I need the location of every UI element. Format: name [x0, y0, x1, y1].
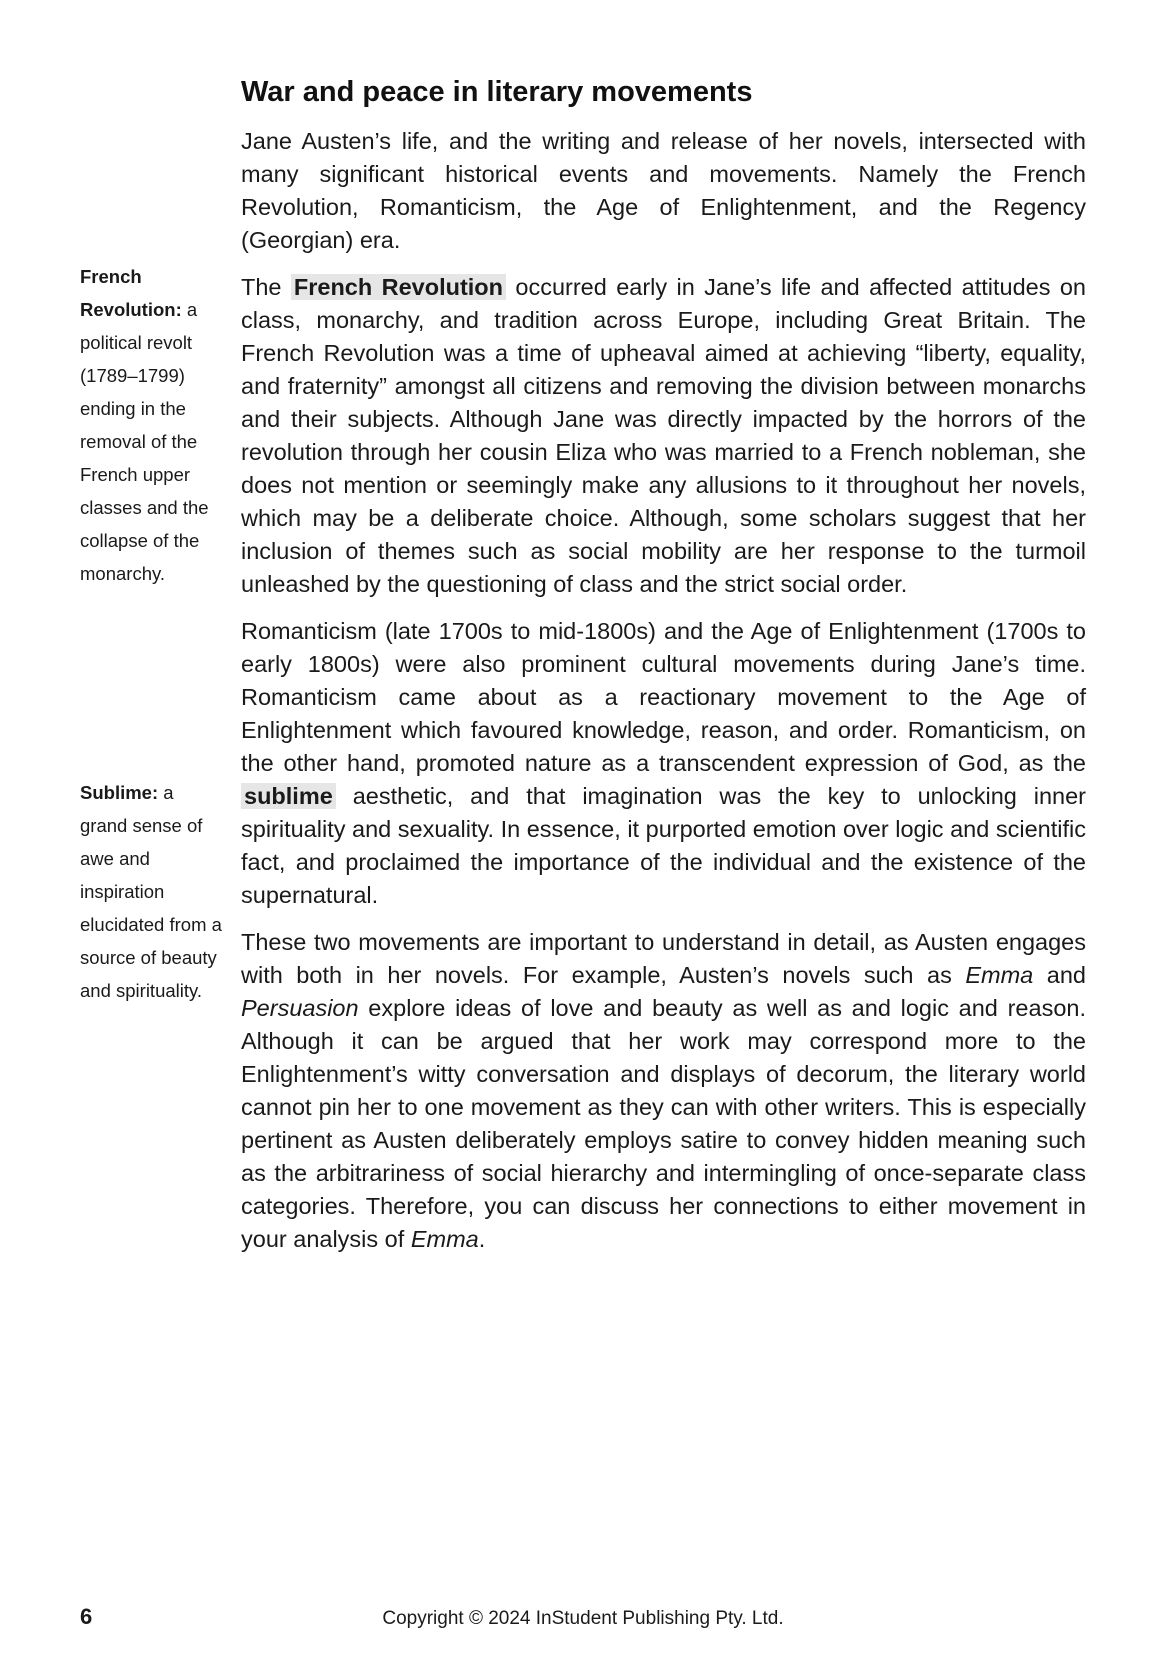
text-run: Romanticism (late 1700s to mid-1800s) and the Age of Enlightenment (1700s to early 1800s) were also prominent cultural movements during Jane’s time. Romanticism came about as a reactionary movement to the Age of Enlightenment which favoured knowledge, reason, and order. Romanticism, on the other hand, promoted nature as a transcendent expression of God, as the: [241, 618, 1086, 776]
page-number: 6: [80, 1604, 93, 1629]
sidebar-definition-french-revolution: [80, 260, 222, 590]
definition-text: a political revolt (1789–1799) ending in the removal of the French upper classes and the collapse of the monarchy.: [80, 299, 209, 584]
text-run: and: [1033, 962, 1086, 988]
definition-term: Sublime:: [80, 782, 159, 803]
text-run: .: [478, 1226, 486, 1252]
definition-term: French Revolution:: [80, 266, 182, 320]
title-emma: Emma: [410, 1226, 479, 1252]
definition-text: a grand sense of awe and inspiration elucidated from a source of beauty and spirituality.: [80, 782, 222, 1001]
paragraph-intro: Jane Austen’s life, and the writing and release of her novels, intersected with many significant historical events and movements. Namely the French Revolution, Romanticism, the Age of Enlightenment, and the Regency (Georgian) era.: [241, 128, 1086, 253]
paragraph-romanticism: [241, 615, 1086, 912]
page-heading: War and peace in literary movements: [241, 76, 753, 108]
text-run: The: [241, 274, 291, 300]
text-run: aesthetic, and that imagination was the key to unlocking inner spirituality and sexuality. In essence, it purported emotion over logic and scientific fact, and proclaimed the importance of the individual and the existence of the supernatural.: [241, 783, 1086, 908]
paragraph-french-revolution: [241, 271, 1086, 601]
main-body: [241, 125, 1086, 1270]
title-persuasion: Persuasion: [241, 995, 359, 1021]
title-emma: Emma: [965, 962, 1034, 988]
text-run: These two movements are important to understand in detail, as Austen engages with both in her novels. For example, Austen’s novels such as: [241, 929, 1086, 988]
sidebar-definition-sublime: [80, 776, 222, 1007]
glossary-term-french-revolution: French Revolution: [291, 274, 506, 300]
copyright-notice: Copyright © 2024 InStudent Publishing Pty. Ltd.: [382, 1608, 784, 1629]
text-run: explore ideas of love and beauty as well as and logic and reason. Although it can be argued that her work may correspond more to the Enlightenment’s witty conversation and displays of decorum, the literary world cannot pin her to one movement as they can with other writers. This is especially pertinent as Austen deliberately employs satire to convey hidden meaning such as the arbitrariness of social hierarchy and intermingling of once-separate class categories. Therefore, you can discuss her connections to either movement in your analysis of: [241, 995, 1086, 1252]
text-run: occurred early in Jane’s life and affected attitudes on class, monarchy, and tradition across Europe, including Great Britain. The French Revolution was a time of upheaval aimed at achieving “liberty, equality, and fraternity” amongst all citizens and removing the division between monarchs and their subjects. Although Jane was directly impacted by the horrors of the revolution through her cousin Eliza who was married to a French nobleman, she does not mention or seemingly make any allusions to it throughout her novels, which may be a deliberate choice. Although, some scholars suggest that her inclusion of themes such as social mobility are her response to the turmoil unleashed by the questioning of class and the strict social order.: [241, 274, 1086, 597]
paragraph-movements: [241, 926, 1086, 1256]
glossary-term-sublime: sublime: [241, 783, 336, 809]
